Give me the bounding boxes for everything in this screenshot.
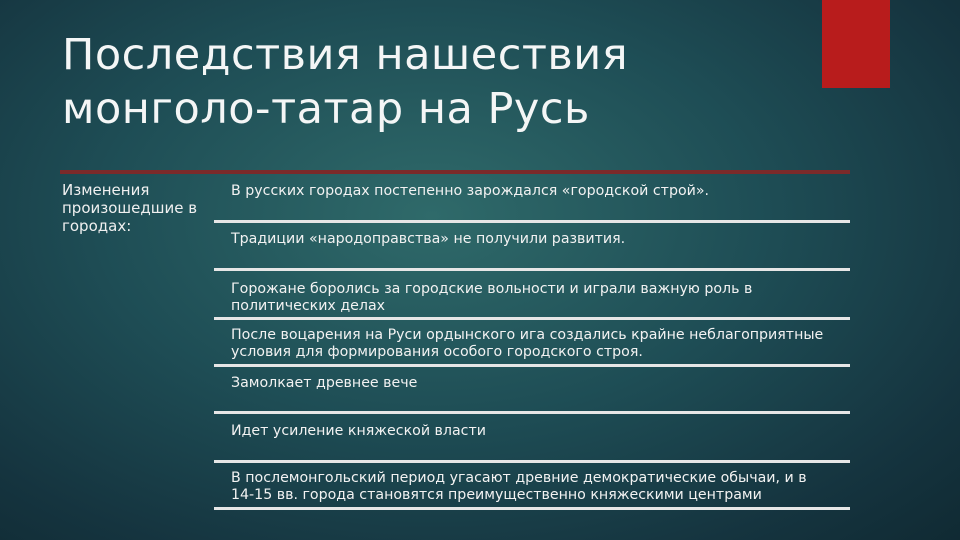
title-line-2: монголо-татар на Русь [62,84,590,134]
row-rule [214,364,850,367]
list-item: В послемонгольский период угасают древние демократические обычаи, и в 14-15 вв. города становятся преимущественно княжескими центрами [231,470,807,503]
title-line-1: Последствия нашествия [62,30,629,80]
list-item: Традиции «народоправства» не получили развития. [231,231,626,247]
list-item: Замолкает древнее вече [231,375,418,391]
slide-title [62,28,802,136]
list-item: В русских городах постепенно зарождался «городской строй». [231,183,710,199]
list-item: Горожане боролись за городские вольности и играли важную роль в политических делах [231,281,753,314]
title-divider [60,170,850,174]
row-rule [214,460,850,463]
red-accent-bar [822,0,890,88]
row-rule [214,220,850,223]
row-rule [214,268,850,271]
row-rule [214,507,850,510]
left-label: Изменения произошедшие в городах: [62,181,198,235]
row-rule [214,411,850,414]
list-item: После воцарения на Руси ордынского ига создались крайне неблагоприятные условия для формирования особого городского строя. [231,327,824,360]
row-rule [214,317,850,320]
list-item: Идет усиление княжеской власти [231,423,486,439]
